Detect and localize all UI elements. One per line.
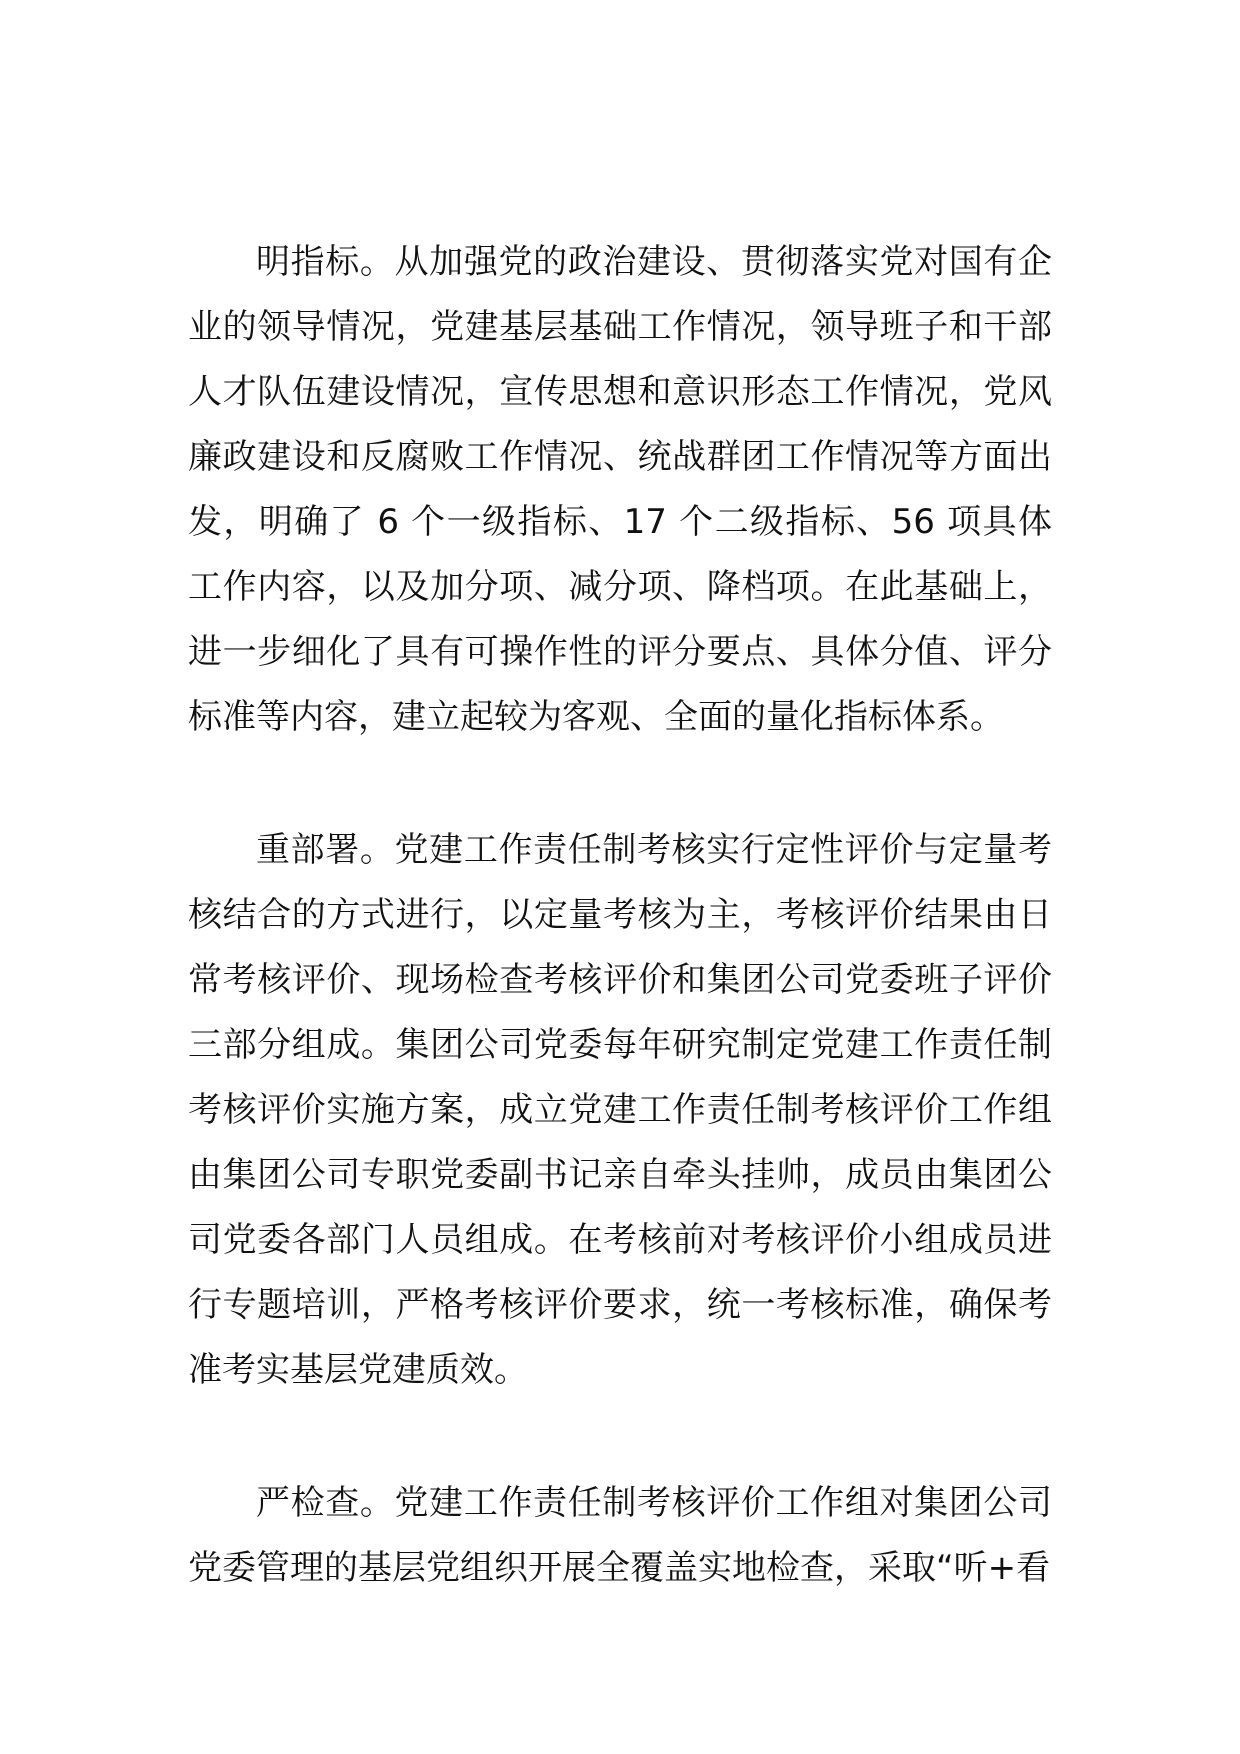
document-body [188,230,1052,1669]
paragraph-indicators: 明指标。从加强党的政治建设、贯彻落实党对国有企业的领导情况，党建基层基础工作情况，领导班子和干部人才队伍建设情况，宣传思想和意识形态工作情况，党风廉政建设和反腐败工作情况、统战群团工作情况等方面出发，明确了 6 个一级指标、17 个二级指标、56 项具体工作内容，以及加分项、减分项、降档项。在此基础上，进一步细化了具有可操作性的评分要点、具体分值、评分标准等内容，建立起较为客观、全面的量化指标体系。 [188,242,1052,737]
paragraph-inspection: 严检查。党建工作责任制考核评价工作组对集团公司党委管理的基层党组织开展全覆盖实地检查，采取“听+看 [188,1483,1052,1588]
paragraph-deployment: 重部署。党建工作责任制考核实行定性评价与定量考核结合的方式进行，以定量考核为主，考核评价结果由日常考核评价、现场检查考核评价和集团公司党委班子评价三部分组成。集团公司党委每年研究制定党建工作责任制考核评价实施方案，成立党建工作责任制考核评价工作组由集团公司专职党委副书记亲自牵头挂帅，成员由集团公司党委各部门人员组成。在考核前对考核评价小组成员进行专题培训，严格考核评价要求，统一考核标准，确保考准考实基层党建质效。 [188,830,1052,1390]
